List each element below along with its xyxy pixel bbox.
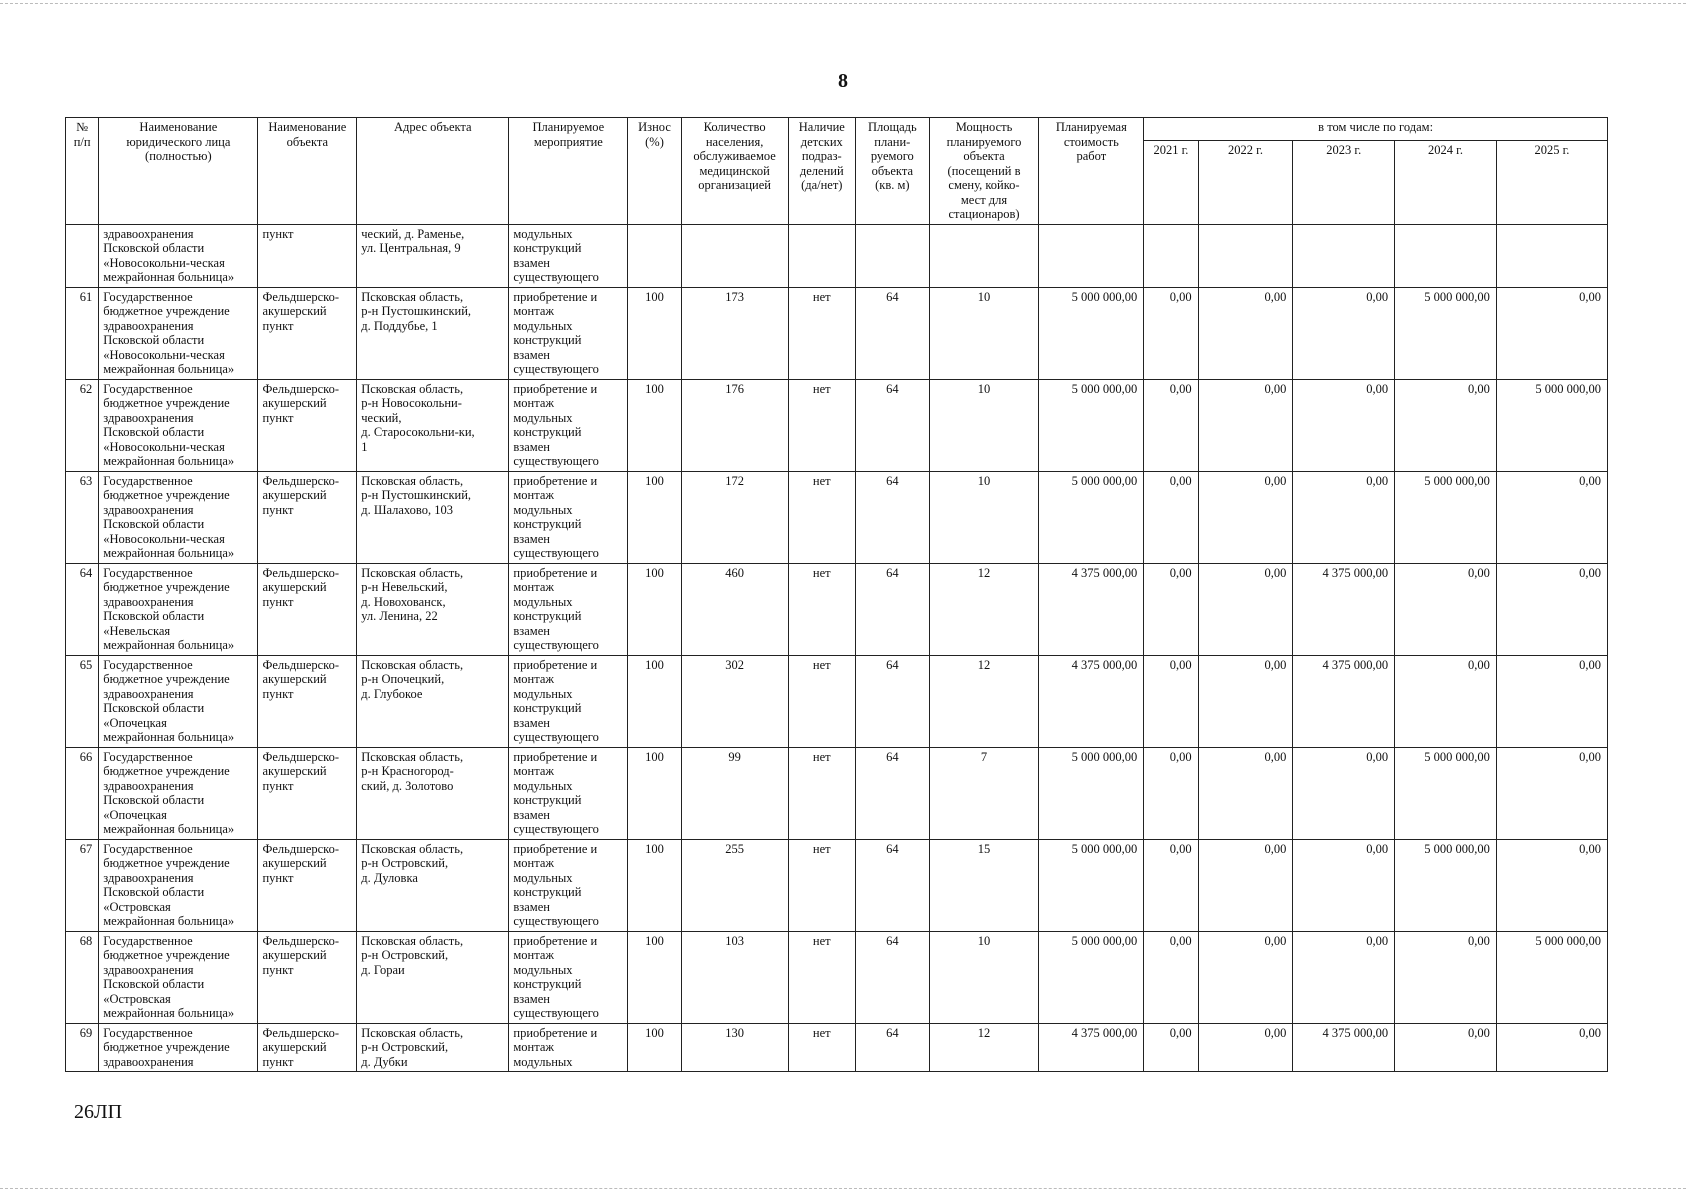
cell-measure: приобретение и монтаж модульных конструкций взамен существующего [509, 839, 628, 931]
cell-population: 172 [681, 471, 788, 563]
header-address: Адрес объекта [357, 118, 509, 225]
cell-2022: 0,00 [1198, 1023, 1293, 1072]
cell-capacity [929, 224, 1039, 287]
cell-population: 176 [681, 379, 788, 471]
cell-children: нет [788, 839, 856, 931]
scan-bottom-edge [0, 1188, 1686, 1190]
cell-2023: 0,00 [1293, 471, 1395, 563]
cell-capacity: 10 [929, 379, 1039, 471]
cell-entity: Государственное бюджетное учреждение здравоохранения Псковской области «Опочецкая межрайонная больница» [99, 747, 258, 839]
header-children: Наличие детских подраз- делений (да/нет) [788, 118, 856, 225]
cell-wear: 100 [628, 747, 681, 839]
cell-wear: 100 [628, 471, 681, 563]
cell-address: Псковская область, р-н Островский, д. Дубки [357, 1023, 509, 1072]
cell-population [681, 224, 788, 287]
cell-population: 255 [681, 839, 788, 931]
cell-object: пункт [258, 224, 357, 287]
cell-capacity: 10 [929, 287, 1039, 379]
cell-object: Фельдшерско- акушерский пункт [258, 747, 357, 839]
header-capacity: Мощность планируемого объекта (посещений в смену, койко- мест для стационаров) [929, 118, 1039, 225]
cell-cost: 5 000 000,00 [1039, 931, 1144, 1023]
cell-2023: 0,00 [1293, 379, 1395, 471]
cell-measure: приобретение и монтаж модульных конструкций взамен существующего [509, 563, 628, 655]
cell-wear: 100 [628, 655, 681, 747]
cell-capacity: 7 [929, 747, 1039, 839]
cell-wear: 100 [628, 563, 681, 655]
cell-no: 61 [66, 287, 99, 379]
table-header [66, 118, 1608, 225]
table-row [66, 287, 1608, 379]
cell-2022: 0,00 [1198, 839, 1293, 931]
document-code: 26ЛП [74, 1101, 123, 1123]
header-population: Количество населения, обслуживаемое медицинской организацией [681, 118, 788, 225]
cell-wear: 100 [628, 931, 681, 1023]
cell-object: Фельдшерско- акушерский пункт [258, 287, 357, 379]
cell-2024: 5 000 000,00 [1395, 839, 1497, 931]
cell-2023: 4 375 000,00 [1293, 1023, 1395, 1072]
header-year-2022: 2022 г. [1198, 140, 1293, 224]
cell-2021: 0,00 [1144, 655, 1198, 747]
cell-measure: приобретение и монтаж модульных конструкций взамен существующего [509, 747, 628, 839]
cell-2025: 0,00 [1496, 839, 1607, 931]
cell-no: 62 [66, 379, 99, 471]
table-row [66, 839, 1608, 931]
cell-population: 130 [681, 1023, 788, 1072]
cell-area: 64 [856, 379, 930, 471]
cell-children: нет [788, 471, 856, 563]
cell-children: нет [788, 563, 856, 655]
cell-entity: Государственное бюджетное учреждение здравоохранения Псковской области «Новосокольни-ческая межрайонная больница» [99, 471, 258, 563]
cell-entity: Государственное бюджетное учреждение здравоохранения Псковской области «Новосокольни-ческая межрайонная больница» [99, 287, 258, 379]
cell-2023: 4 375 000,00 [1293, 655, 1395, 747]
cell-2021: 0,00 [1144, 931, 1198, 1023]
table-row [66, 563, 1608, 655]
cell-area: 64 [856, 471, 930, 563]
cell-address: Псковская область, р-н Новосокольни- ческий, д. Старосокольни-ки, 1 [357, 379, 509, 471]
cell-2025: 0,00 [1496, 287, 1607, 379]
cell-population: 460 [681, 563, 788, 655]
cell-measure: модульных конструкций взамен существующего [509, 224, 628, 287]
cell-measure: приобретение и монтаж модульных конструкций взамен существующего [509, 471, 628, 563]
cell-entity: Государственное бюджетное учреждение здравоохранения Псковской области «Островская межрайонная больница» [99, 931, 258, 1023]
table-row [66, 471, 1608, 563]
cell-capacity: 10 [929, 931, 1039, 1023]
cell-children: нет [788, 931, 856, 1023]
cell-object: Фельдшерско- акушерский пункт [258, 379, 357, 471]
cell-population: 302 [681, 655, 788, 747]
cell-cost: 5 000 000,00 [1039, 471, 1144, 563]
cell-2022: 0,00 [1198, 287, 1293, 379]
cell-cost: 4 375 000,00 [1039, 655, 1144, 747]
cell-address: Псковская область, р-н Островский, д. Дуловка [357, 839, 509, 931]
cell-2022: 0,00 [1198, 655, 1293, 747]
cell-children: нет [788, 1023, 856, 1072]
cell-measure: приобретение и монтаж модульных [509, 1023, 628, 1072]
cell-2024: 0,00 [1395, 655, 1497, 747]
cell-2024: 5 000 000,00 [1395, 287, 1497, 379]
cell-address: Псковская область, р-н Пустошкинский, д. Шалахово, 103 [357, 471, 509, 563]
cell-wear: 100 [628, 1023, 681, 1072]
cell-entity: Государственное бюджетное учреждение здравоохранения [99, 1023, 258, 1072]
cell-2024: 0,00 [1395, 379, 1497, 471]
header-year-2024: 2024 г. [1395, 140, 1497, 224]
cell-population: 103 [681, 931, 788, 1023]
cell-measure: приобретение и монтаж модульных конструкций взамен существующего [509, 287, 628, 379]
cell-wear: 100 [628, 379, 681, 471]
cell-2023: 0,00 [1293, 839, 1395, 931]
cell-area: 64 [856, 655, 930, 747]
registry-table [65, 117, 1608, 1072]
cell-no [66, 224, 99, 287]
cell-address: Псковская область, р-н Островский, д. Гораи [357, 931, 509, 1023]
cell-cost: 4 375 000,00 [1039, 1023, 1144, 1072]
cell-measure: приобретение и монтаж модульных конструкций взамен существующего [509, 379, 628, 471]
cell-cost: 5 000 000,00 [1039, 379, 1144, 471]
cell-2021: 0,00 [1144, 563, 1198, 655]
cell-address: ческий, д. Раменье, ул. Центральная, 9 [357, 224, 509, 287]
cell-2024: 0,00 [1395, 563, 1497, 655]
header-area: Площадь плани- руемого объекта (кв. м) [856, 118, 930, 225]
cell-children [788, 224, 856, 287]
cell-object: Фельдшерско- акушерский пункт [258, 563, 357, 655]
table-body [66, 287, 1608, 1072]
cell-2025: 0,00 [1496, 563, 1607, 655]
cell-measure: приобретение и монтаж модульных конструкций взамен существующего [509, 931, 628, 1023]
header-no: № п/п [66, 118, 99, 225]
cell-2021: 0,00 [1144, 1023, 1198, 1072]
cell-no: 66 [66, 747, 99, 839]
cell-2021 [1144, 224, 1198, 287]
cell-2022: 0,00 [1198, 747, 1293, 839]
cell-area: 64 [856, 747, 930, 839]
cell-2025 [1496, 224, 1607, 287]
cell-area: 64 [856, 1023, 930, 1072]
header-object-name: Наименование объекта [258, 118, 357, 225]
cell-no: 64 [66, 563, 99, 655]
cell-2023: 0,00 [1293, 747, 1395, 839]
cell-wear: 100 [628, 287, 681, 379]
cell-2023: 0,00 [1293, 931, 1395, 1023]
cell-area: 64 [856, 839, 930, 931]
cell-no: 67 [66, 839, 99, 931]
cell-2023: 4 375 000,00 [1293, 563, 1395, 655]
table-row [66, 1023, 1608, 1072]
cell-2025: 5 000 000,00 [1496, 379, 1607, 471]
cell-entity: Государственное бюджетное учреждение здравоохранения Псковской области «Островская межрайонная больница» [99, 839, 258, 931]
cell-address: Псковская область, р-н Невельский, д. Новохованск, ул. Ленина, 22 [357, 563, 509, 655]
page-number: 8 [838, 70, 848, 92]
header-legal-entity: Наименование юридического лица (полностью) [99, 118, 258, 225]
cell-2022: 0,00 [1198, 471, 1293, 563]
cell-area: 64 [856, 287, 930, 379]
cell-capacity: 12 [929, 655, 1039, 747]
cell-2024: 5 000 000,00 [1395, 747, 1497, 839]
cell-entity: Государственное бюджетное учреждение здравоохранения Псковской области «Невельская межрайонная больница» [99, 563, 258, 655]
cell-children: нет [788, 379, 856, 471]
cell-no: 68 [66, 931, 99, 1023]
cell-no: 69 [66, 1023, 99, 1072]
cell-2021: 0,00 [1144, 471, 1198, 563]
cell-2021: 0,00 [1144, 287, 1198, 379]
cell-no: 63 [66, 471, 99, 563]
cell-wear [628, 224, 681, 287]
cell-object: Фельдшерско- акушерский пункт [258, 655, 357, 747]
cell-2025: 0,00 [1496, 747, 1607, 839]
header-year-2023: 2023 г. [1293, 140, 1395, 224]
cell-2022: 0,00 [1198, 931, 1293, 1023]
cell-object: Фельдшерско- акушерский пункт [258, 471, 357, 563]
header-cost: Планируемая стоимость работ [1039, 118, 1144, 225]
cell-entity: Государственное бюджетное учреждение здравоохранения Псковской области «Новосокольни-ческая межрайонная больница» [99, 379, 258, 471]
cell-area: 64 [856, 931, 930, 1023]
cell-address: Псковская область, р-н Опочецкий, д. Глубокое [357, 655, 509, 747]
cell-address: Псковская область, р-н Красногород- ский, д. Золотово [357, 747, 509, 839]
cell-2024: 0,00 [1395, 931, 1497, 1023]
table-row [66, 931, 1608, 1023]
cell-2022: 0,00 [1198, 379, 1293, 471]
header-measure: Планируемое мероприятие [509, 118, 628, 225]
cell-cost: 5 000 000,00 [1039, 747, 1144, 839]
table-row [66, 747, 1608, 839]
cell-2023: 0,00 [1293, 287, 1395, 379]
cell-address: Псковская область, р-н Пустошкинский, д. Поддубье, 1 [357, 287, 509, 379]
cell-cost: 5 000 000,00 [1039, 287, 1144, 379]
cell-capacity: 10 [929, 471, 1039, 563]
table-row [66, 655, 1608, 747]
cell-2024: 5 000 000,00 [1395, 471, 1497, 563]
cell-cost: 5 000 000,00 [1039, 839, 1144, 931]
cell-2025: 0,00 [1496, 655, 1607, 747]
header-year-2021: 2021 г. [1144, 140, 1198, 224]
cell-area: 64 [856, 563, 930, 655]
cell-capacity: 12 [929, 563, 1039, 655]
header-wear: Износ (%) [628, 118, 681, 225]
cell-cost: 4 375 000,00 [1039, 563, 1144, 655]
cell-2024: 0,00 [1395, 1023, 1497, 1072]
cell-children: нет [788, 287, 856, 379]
cell-2024 [1395, 224, 1497, 287]
cell-population: 99 [681, 747, 788, 839]
cell-area [856, 224, 930, 287]
cell-cost [1039, 224, 1144, 287]
cell-2025: 0,00 [1496, 1023, 1607, 1072]
cell-capacity: 12 [929, 1023, 1039, 1072]
table-row [66, 379, 1608, 471]
cell-2022: 0,00 [1198, 563, 1293, 655]
cell-object: Фельдшерско- акушерский пункт [258, 839, 357, 931]
cell-2025: 5 000 000,00 [1496, 931, 1607, 1023]
cell-capacity: 15 [929, 839, 1039, 931]
cell-wear: 100 [628, 839, 681, 931]
cell-2023 [1293, 224, 1395, 287]
cell-measure: приобретение и монтаж модульных конструкций взамен существующего [509, 655, 628, 747]
header-year-2025: 2025 г. [1496, 140, 1607, 224]
cell-no: 65 [66, 655, 99, 747]
cell-object: Фельдшерско- акушерский пункт [258, 1023, 357, 1072]
cell-entity: здравоохранения Псковской области «Новосокольни-ческая межрайонная больница» [99, 224, 258, 287]
scan-top-edge [0, 3, 1686, 5]
cell-2025: 0,00 [1496, 471, 1607, 563]
cell-children: нет [788, 747, 856, 839]
header-years-group: в том числе по годам: [1144, 118, 1608, 141]
table-row-continued [66, 224, 1608, 287]
cell-population: 173 [681, 287, 788, 379]
cell-2021: 0,00 [1144, 839, 1198, 931]
cell-2021: 0,00 [1144, 747, 1198, 839]
cell-2022 [1198, 224, 1293, 287]
cell-entity: Государственное бюджетное учреждение здравоохранения Псковской области «Опочецкая межрайонная больница» [99, 655, 258, 747]
cell-object: Фельдшерско- акушерский пункт [258, 931, 357, 1023]
cell-2021: 0,00 [1144, 379, 1198, 471]
cell-children: нет [788, 655, 856, 747]
